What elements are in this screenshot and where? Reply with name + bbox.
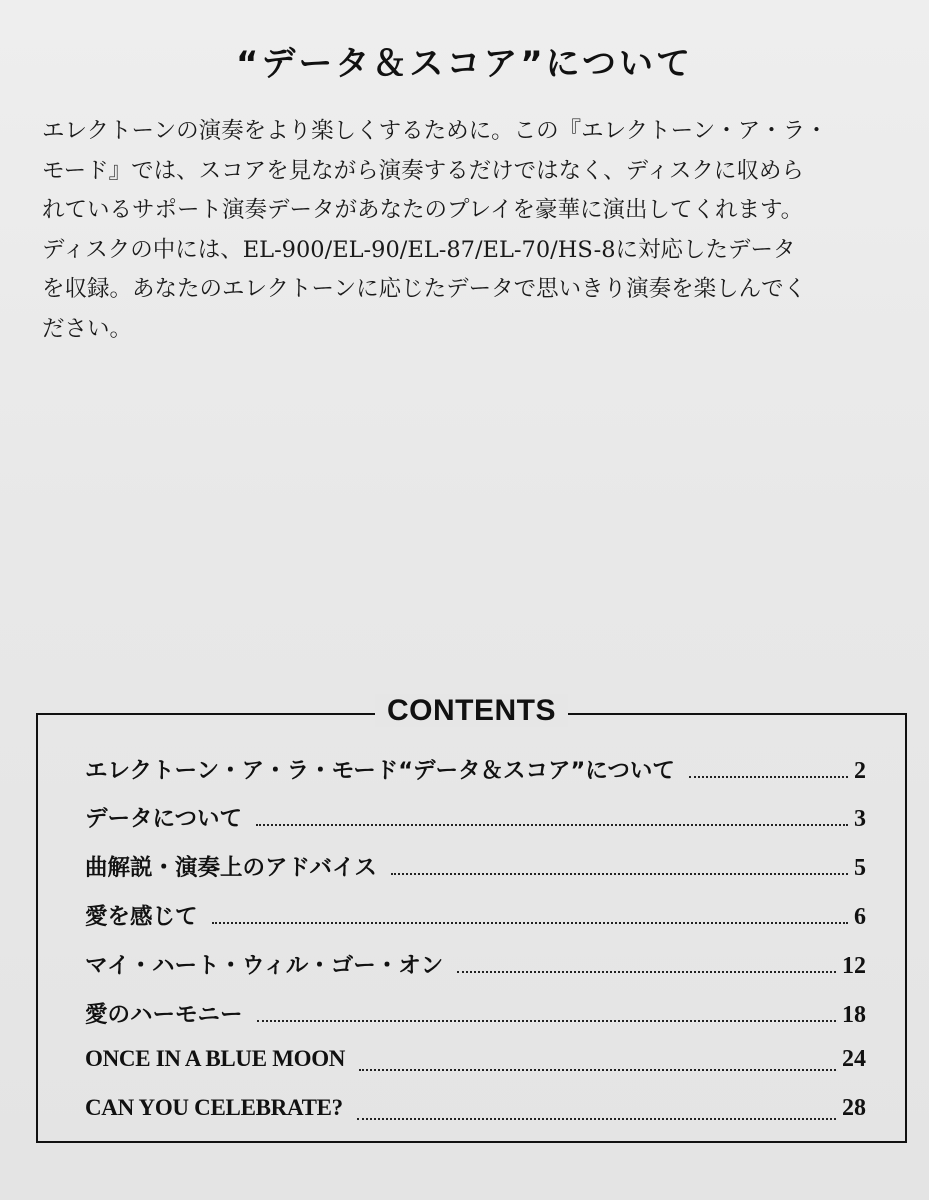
toc-entry[interactable]	[85, 801, 866, 835]
toc-entry-title: 曲解説・演奏上のアドバイス	[85, 855, 377, 881]
toc-entry-title: マイ・ハート・ウィル・ゴー・オン	[85, 953, 444, 979]
toc-leader-dots	[357, 1118, 836, 1120]
contents-heading-wrap	[38, 694, 905, 728]
intro-line: を収録。あなたのエレクトーンに応じたデータで思いきり演奏を楽しんでく	[42, 276, 807, 302]
toc-leader-dots	[256, 824, 848, 826]
toc-entry-page: 28	[842, 1095, 866, 1121]
intro-line: モード』では、スコアを見ながら演奏するだけではなく、ディスクに収めら	[42, 157, 804, 184]
toc-entry[interactable]	[85, 1046, 866, 1080]
intro-paragraph	[42, 112, 922, 349]
toc-leader-dots	[689, 776, 848, 778]
intro-line: ディスクの中には、EL-900/EL-90/EL-87/EL-70/HS-8に対応したデータ	[42, 236, 796, 263]
toc-entry-title: ONCE IN A BLUE MOON	[85, 1046, 346, 1071]
toc-entry-page: 5	[854, 855, 866, 881]
page-title: “データ＆スコア”について	[235, 44, 693, 84]
toc-entry-title: CAN YOU CELEBRATE?	[85, 1095, 343, 1120]
toc-entry[interactable]	[85, 753, 866, 787]
toc-leader-dots	[359, 1069, 836, 1071]
intro-line: エレクトーンの演奏をより楽しくするために。この『エレクトーン・ア・ラ・	[42, 118, 828, 144]
toc-entry-page: 2	[854, 758, 866, 784]
intro-line: れているサポート演奏データがあなたのプレイを豪華に演出してくれます。	[42, 197, 804, 223]
toc-entry-title: 愛のハーモニー	[85, 1002, 243, 1028]
toc-entry[interactable]	[85, 948, 866, 982]
toc-entry-page: 3	[854, 806, 866, 832]
toc-entry[interactable]	[85, 850, 866, 884]
toc-entry-page: 6	[854, 904, 866, 930]
toc-entry-title: データについて	[85, 806, 243, 832]
toc-entry-title: エレクトーン・ア・ラ・モード“データ＆スコア”について	[85, 758, 675, 784]
toc-entry-page: 18	[842, 1002, 866, 1028]
toc-leader-dots	[457, 971, 836, 973]
toc-entry-page: 24	[842, 1046, 866, 1072]
toc-entry-title: 愛を感じて	[85, 904, 198, 930]
toc-leader-dots	[391, 873, 848, 875]
toc-entry[interactable]	[85, 899, 866, 933]
toc-entry[interactable]	[85, 1095, 866, 1129]
toc-entry-page: 12	[842, 953, 866, 979]
intro-line: ださい。	[42, 315, 133, 342]
contents-heading: CONTENTS	[375, 694, 568, 727]
toc-leader-dots	[212, 922, 848, 924]
table-of-contents	[36, 694, 907, 1143]
toc-leader-dots	[257, 1020, 836, 1022]
toc-entry[interactable]	[85, 997, 866, 1031]
